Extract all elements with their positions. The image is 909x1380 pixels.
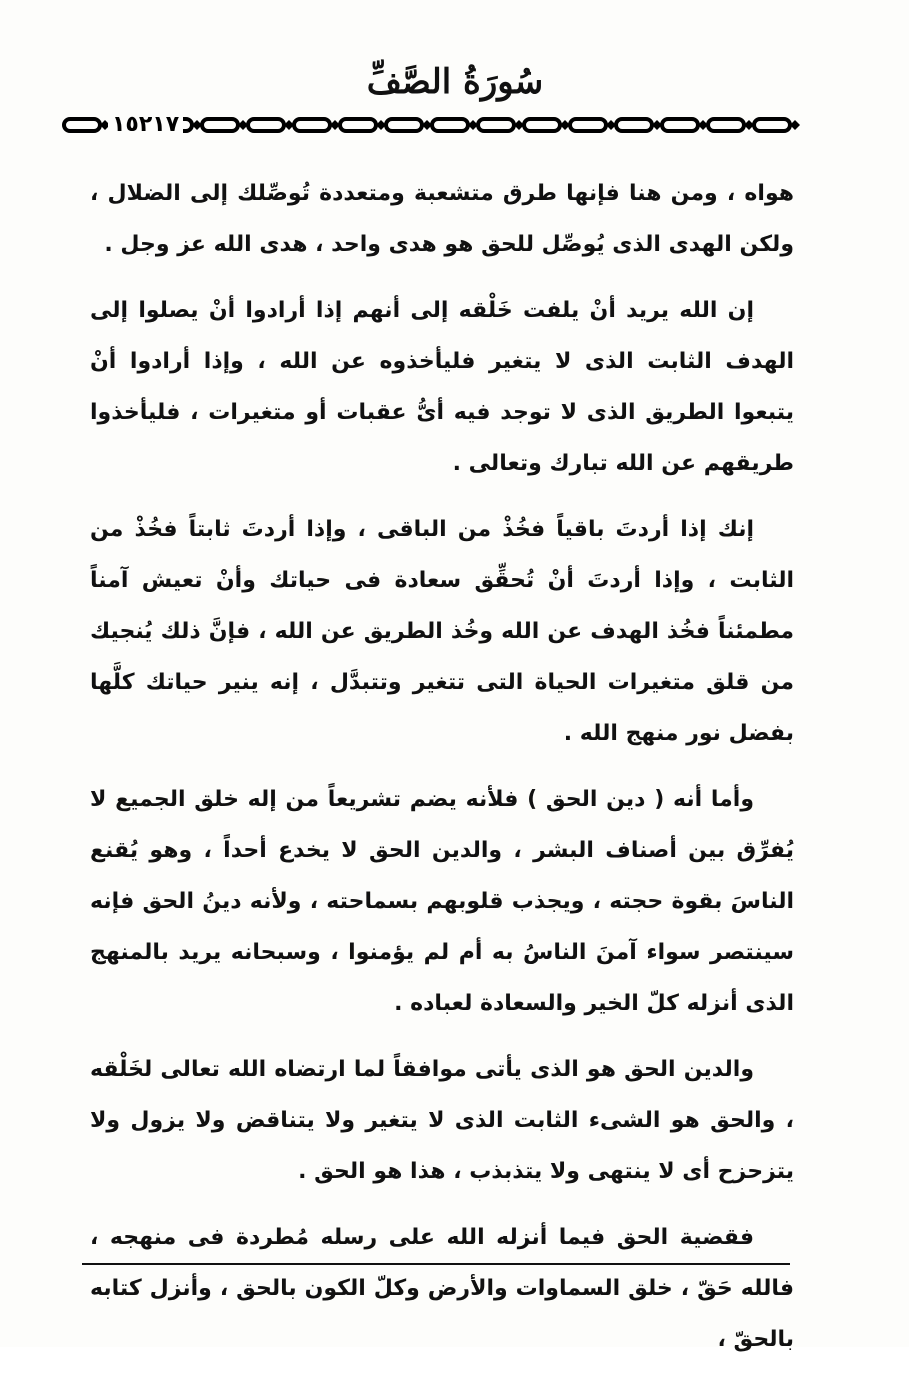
- chain-link: [386, 119, 422, 131]
- paragraph: هواه ، ومن هنا فإنها طرق متشعبة ومتعددة تُوصِّلك إلى الضلال ، ولكن الهدى الذى يُوصِّل للحق هو هدى واحد ، هدى الله عز وجل .: [90, 181, 794, 257]
- chain-link: [248, 119, 284, 131]
- chain-link: [340, 119, 376, 131]
- paragraph: والدين الحق هو الذى يأتى موافقاً لما ارتضاه الله تعالى لخَلْقه ، والحق هو الشىء الثابت الذى لا يتغير ولا يتناقض ولا يزول ولا يتزحزح أى لا ينتهى ولا يتذبذب ، هذا هو الحق .: [90, 1057, 794, 1184]
- chain-link: [754, 119, 790, 131]
- paragraph: إنك إذا أردتَ باقياً فخُذْ من الباقى ، وإذا أردتَ ثابتاً فخُذْ من الثابت ، وإذا أردتَ أنْ تُحقِّق سعادة فى حياتك وأنْ تعيش آمناً مطمئناً فخُذ الهدف عن الله وخُذ الطريق عن الله ، فإنَّ ذلك يُنجيك من قلق متغيرات الحياة التى تتغير وتتبدَّل ، إنه ينير حياتك كلَّها بفضل نور منهج الله .: [90, 517, 794, 746]
- chain-link: [294, 119, 330, 131]
- page-body-text: [90, 168, 794, 1380]
- chain-link: [524, 119, 560, 131]
- chain-diamond: [790, 120, 800, 130]
- paragraph: وأما أنه ( دين الحق ) فلأنه يضم تشريعاً من إله خلق الجميع لا يُفرِّق بين أصناف البشر ، والدين الحق لا يخدع أحداً ، وهو يُقنع الناسَ بقوة حجته ، ويجذب قلوبهم بسماحته ، ولأنه دينُ الحق فإنه سينتصر سواء آمنَ الناسُ به أم لم يؤمنوا ، وسبحانه يريد بالمنهج الذى أنزله كلّ الخير والسعادة لعباده .: [90, 787, 794, 1016]
- chain-link: [478, 119, 514, 131]
- paragraph: إن الله يريد أنْ يلفت خَلْقه إلى أنهم إذا أرادوا أنْ يصلوا إلى الهدف الثابت الذى لا يتغير فليأخذوه عن الله ، وإذا أرادوا أنْ يتبعوا الطريق الذى لا توجد فيه أىُّ عقبات أو متغيرات ، فليأخذوا طريقهم عن الله تبارك وتعالى .: [90, 298, 794, 476]
- chain-link: [570, 119, 606, 131]
- chain-link: [616, 119, 652, 131]
- paragraph: فقضية الحق فيما أنزله الله على رسله مُطردة فى منهجه ، فالله حَقّ ، خلق السماوات والأرض وكلّ الكون بالحق ، وأنزل كتابه بالحقّ ،: [90, 1225, 794, 1352]
- surah-title: سُورَةُ الصَّفِّ: [366, 62, 544, 102]
- chain-link: [708, 119, 744, 131]
- chain-link: [432, 119, 468, 131]
- chain-link: [202, 119, 238, 131]
- chain-link: [662, 119, 698, 131]
- chain-link: [64, 119, 100, 131]
- page-number: ١٥٢١٧: [108, 112, 183, 137]
- footer-rule: [82, 1263, 790, 1265]
